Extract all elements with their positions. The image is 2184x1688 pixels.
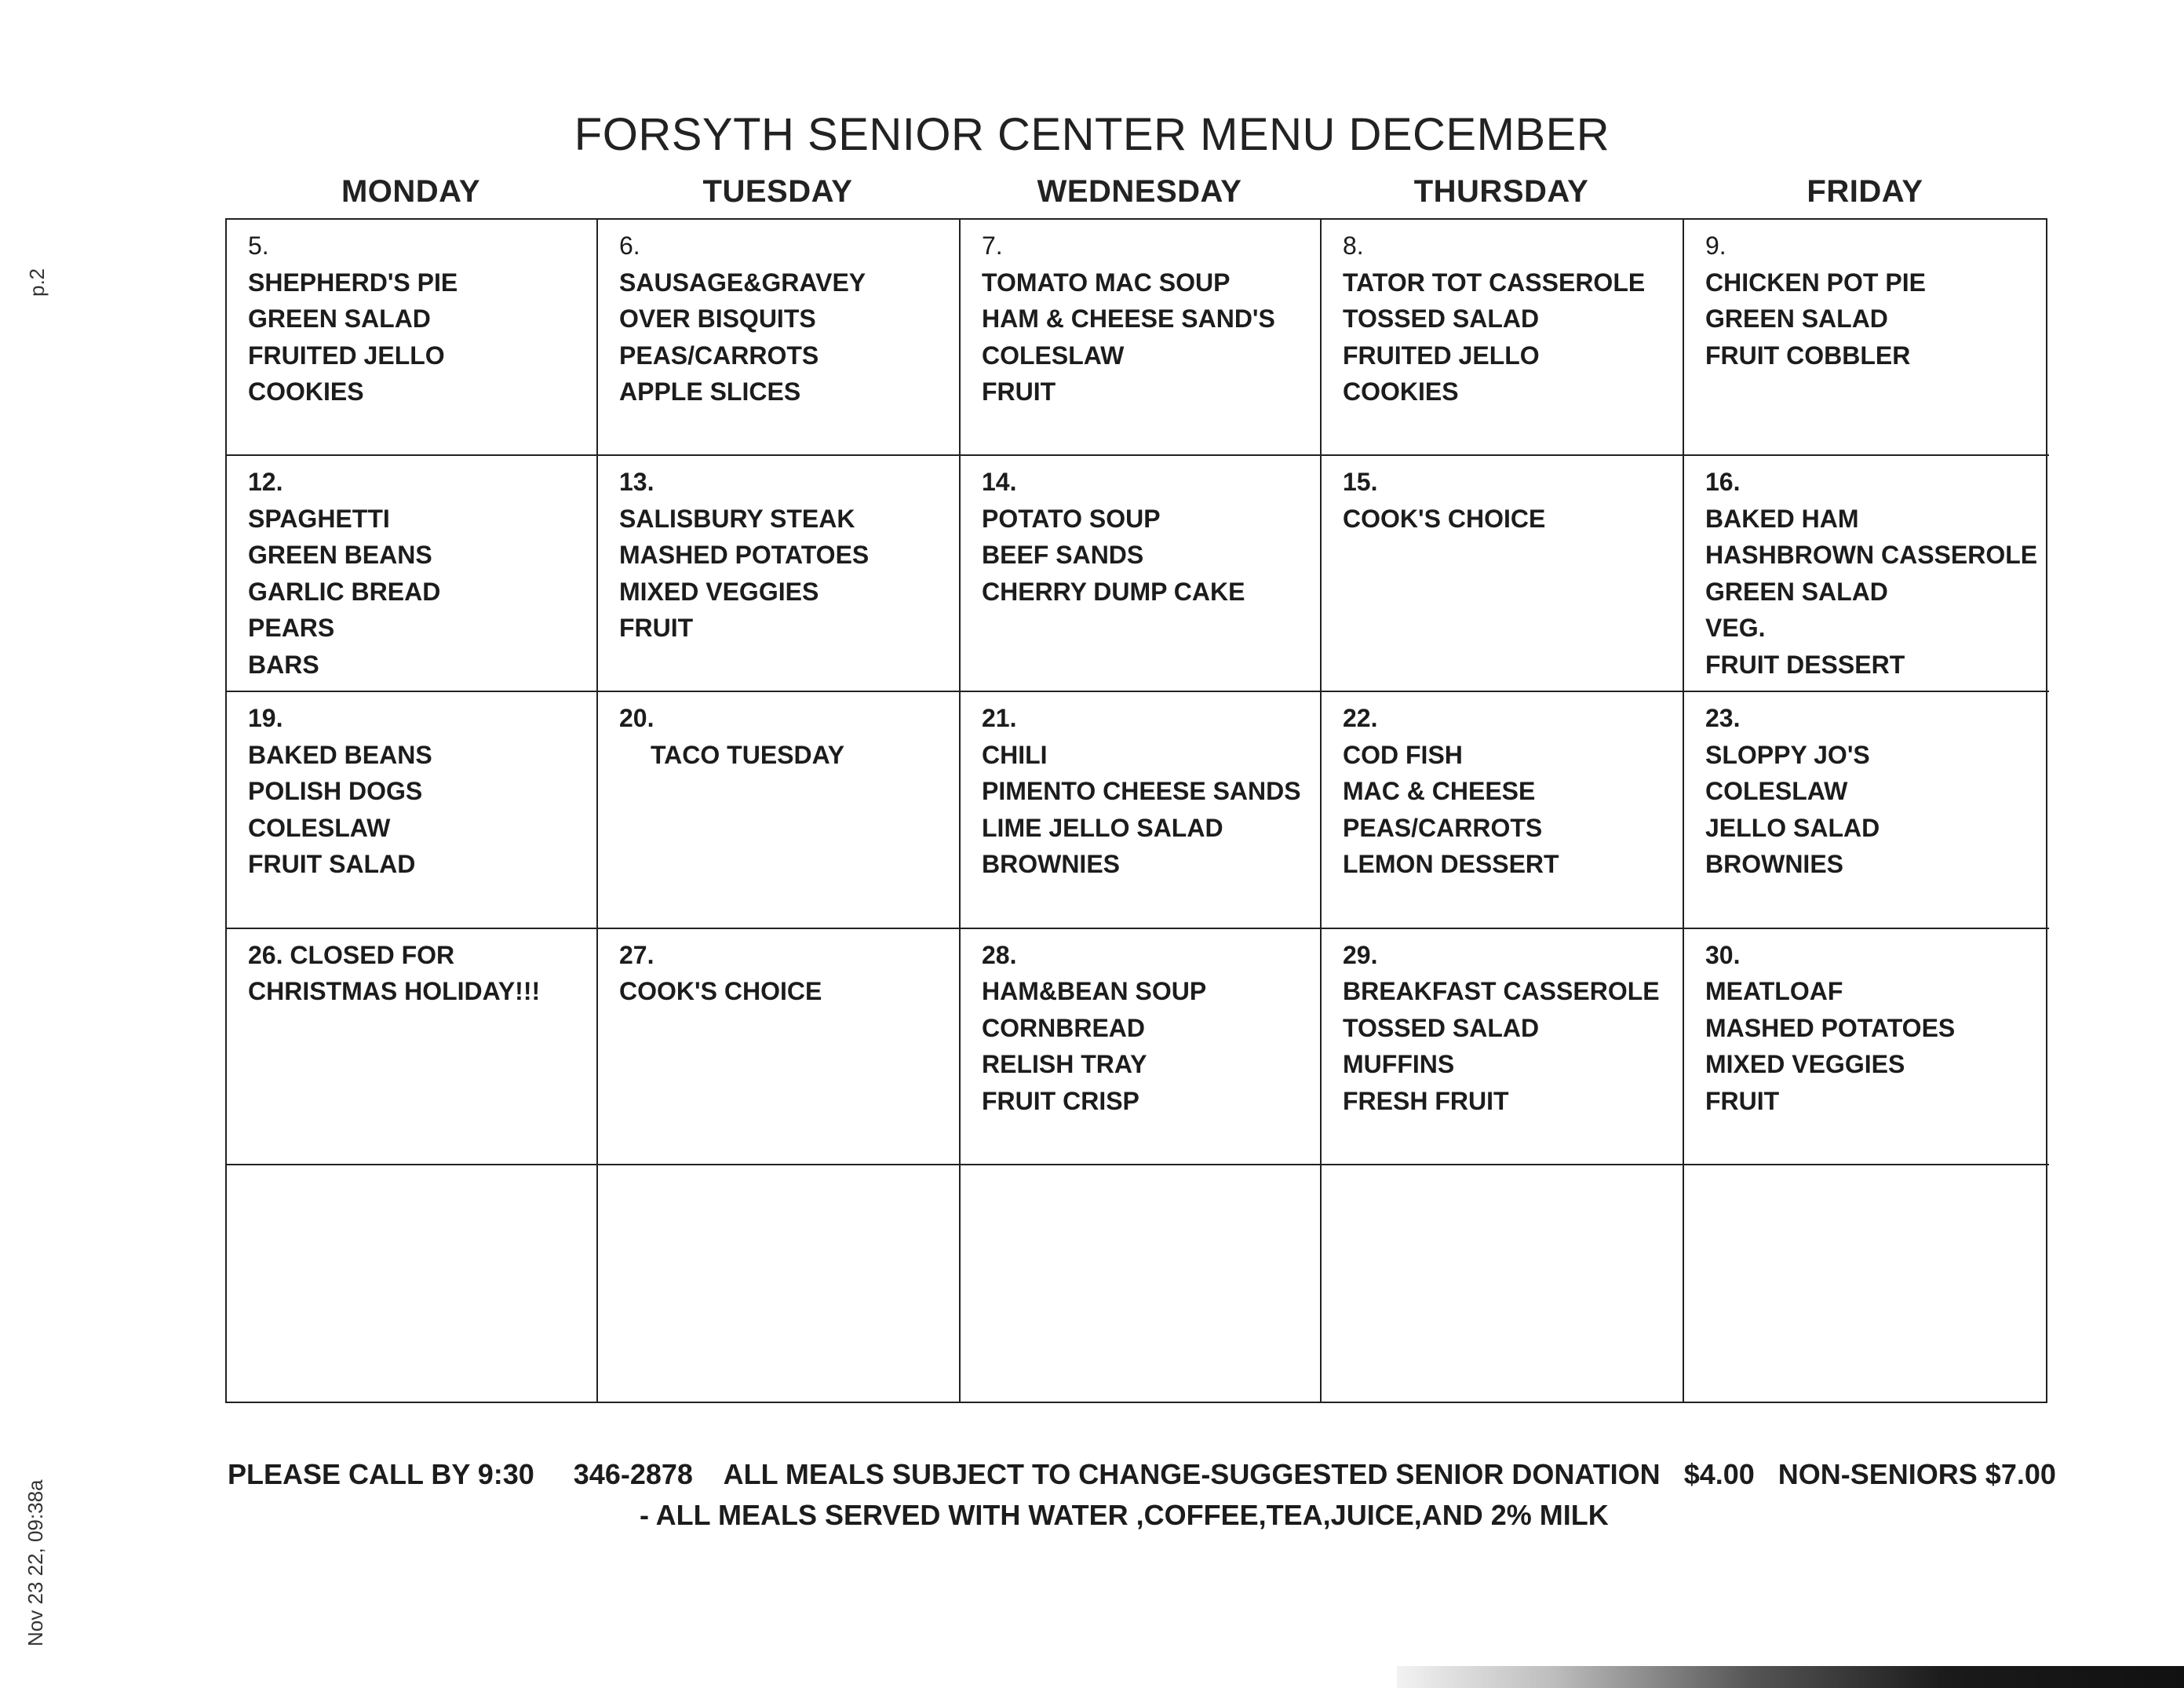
menu-item: SAUSAGE&GRAVEY xyxy=(619,268,866,297)
day-cell-thursday xyxy=(1322,692,1684,928)
scan-edge-artifact xyxy=(1397,1666,2184,1688)
menu-item: CHILI xyxy=(982,740,1048,769)
menu-item: BROWNIES xyxy=(982,850,1120,879)
day-cell-thursday xyxy=(1322,1165,1684,1402)
menu-item: SALISBURY STEAK xyxy=(619,504,855,533)
day-date: 9. xyxy=(1705,232,1726,260)
footer-call-donation-note: PLEASE CALL BY 9:30 346-2878 ALL MEALS SUBJECT TO CHANGE-SUGGESTED SENIOR DONATION $4.00 NON-SENIORS $7.00 xyxy=(228,1458,2056,1490)
menu-item: MASHED POTATOES xyxy=(1705,1013,1956,1042)
menu-item: COOK'S CHOICE xyxy=(619,977,822,1006)
day-date: 8. xyxy=(1343,232,1364,260)
menu-item: COD FISH xyxy=(1343,740,1463,769)
fax-timestamp: Nov 23 22, 09:38a xyxy=(24,1479,47,1646)
menu-item: PEAS/CARROTS xyxy=(1343,813,1543,842)
day-cell-wednesday xyxy=(961,692,1322,928)
day-cell-monday xyxy=(227,1165,598,1402)
menu-item: FRUIT xyxy=(1705,1086,1780,1115)
menu-item: MEATLOAF xyxy=(1705,977,1843,1006)
day-date: 28. xyxy=(982,940,1017,969)
menu-item: FRESH FRUIT xyxy=(1343,1086,1509,1115)
day-cell-tuesday xyxy=(598,456,961,692)
menu-item: RELISH TRAY xyxy=(982,1050,1147,1079)
day-cell-monday xyxy=(227,929,598,1165)
menu-item: MIXED VEGGIES xyxy=(619,577,819,606)
day-cell-friday xyxy=(1684,220,2049,456)
day-cell-tuesday xyxy=(598,929,961,1165)
day-cell-friday xyxy=(1684,692,2049,928)
menu-item: BAKED BEANS xyxy=(248,740,432,769)
day-date: 27. xyxy=(619,940,654,969)
menu-item: PIMENTO CHEESE SANDS xyxy=(982,777,1301,806)
day-cell-wednesday xyxy=(961,220,1322,456)
menu-item: LEMON DESSERT xyxy=(1343,850,1559,879)
day-date: 14. xyxy=(982,468,1017,497)
menu-item: GARLIC BREAD xyxy=(248,577,441,606)
menu-item: SHEPHERD'S PIE xyxy=(248,268,458,297)
menu-item: FRUITED JELLO xyxy=(1343,341,1540,370)
day-date: 21. xyxy=(982,704,1017,733)
day-date: 7. xyxy=(982,232,1003,260)
menu-item: GREEN SALAD xyxy=(1705,304,1888,333)
menu-item: FRUIT xyxy=(982,377,1056,406)
day-date: 5. xyxy=(248,232,269,260)
weekday-header-row xyxy=(225,174,2047,218)
menu-item: COOKIES xyxy=(1343,377,1459,406)
menu-item: GREEN BEANS xyxy=(248,541,432,570)
menu-item: MUFFINS xyxy=(1343,1050,1455,1079)
menu-item: BREAKFAST CASSEROLE xyxy=(1343,977,1660,1006)
page-number: p.2 xyxy=(25,268,49,297)
day-date: 13. xyxy=(619,468,654,497)
menu-item: TACO TUESDAY xyxy=(651,740,845,769)
menu-calendar-grid xyxy=(225,218,2047,1403)
menu-item: SLOPPY JO'S xyxy=(1705,740,1870,769)
day-cell-tuesday xyxy=(598,692,961,928)
menu-item: OVER BISQUITS xyxy=(619,304,816,333)
menu-item: COOKIES xyxy=(248,377,364,406)
day-header-wednesday: WEDNESDAY xyxy=(1037,174,1242,209)
menu-item: CHRISTMAS HOLIDAY!!! xyxy=(248,977,541,1006)
menu-item: BARS xyxy=(248,650,319,679)
menu-item: BAKED HAM xyxy=(1705,504,1859,533)
menu-item: PEARS xyxy=(248,614,335,643)
day-cell-monday xyxy=(227,692,598,928)
menu-item: GREEN SALAD xyxy=(248,304,431,333)
day-date: 16. xyxy=(1705,468,1741,497)
footer-beverages-note: - ALL MEALS SERVED WITH WATER ,COFFEE,TEA,JUICE,AND 2% MILK xyxy=(640,1499,1609,1531)
day-cell-monday xyxy=(227,220,598,456)
menu-item: PEAS/CARROTS xyxy=(619,341,819,370)
day-cell-tuesday xyxy=(598,1165,961,1402)
menu-item: FRUIT SALAD xyxy=(248,850,416,879)
day-header-friday: FRIDAY xyxy=(1807,174,1923,209)
menu-item: JELLO SALAD xyxy=(1705,813,1880,842)
menu-item: COLESLAW xyxy=(982,341,1125,370)
menu-item: BROWNIES xyxy=(1705,850,1843,879)
menu-item: GREEN SALAD xyxy=(1705,577,1888,606)
day-header-thursday: THURSDAY xyxy=(1413,174,1589,209)
menu-item: CHERRY DUMP CAKE xyxy=(982,577,1245,606)
menu-item: HAM & CHEESE SAND'S xyxy=(982,304,1275,333)
menu-item: CORNBREAD xyxy=(982,1013,1145,1042)
menu-item: COOK'S CHOICE xyxy=(1343,504,1546,533)
menu-item: FRUIT COBBLER xyxy=(1705,341,1911,370)
day-date: 29. xyxy=(1343,940,1378,969)
menu-item: LIME JELLO SALAD xyxy=(982,813,1223,842)
day-date: 12. xyxy=(248,468,283,497)
menu-item: FRUITED JELLO xyxy=(248,341,445,370)
day-header-monday: MONDAY xyxy=(341,174,481,209)
day-cell-friday xyxy=(1684,929,2049,1165)
menu-item: COLESLAW xyxy=(248,813,391,842)
day-cell-thursday xyxy=(1322,456,1684,692)
menu-item: MIXED VEGGIES xyxy=(1705,1050,1905,1079)
menu-item: TATOR TOT CASSEROLE xyxy=(1343,268,1646,297)
menu-item: COLESLAW xyxy=(1705,777,1848,806)
day-date: 22. xyxy=(1343,704,1378,733)
menu-item: MAC & CHEESE xyxy=(1343,777,1536,806)
menu-item: CHICKEN POT PIE xyxy=(1705,268,1926,297)
menu-item: APPLE SLICES xyxy=(619,377,801,406)
day-cell-thursday xyxy=(1322,220,1684,456)
menu-item: MASHED POTATOES xyxy=(619,541,870,570)
day-date: 6. xyxy=(619,232,640,260)
menu-title: FORSYTH SENIOR CENTER MENU DECEMBER xyxy=(574,109,1610,160)
day-date: 26. CLOSED FOR xyxy=(248,940,455,969)
menu-item: BEEF SANDS xyxy=(982,541,1144,570)
menu-item: POLISH DOGS xyxy=(248,777,423,806)
day-cell-tuesday xyxy=(598,220,961,456)
day-date: 23. xyxy=(1705,704,1741,733)
day-date: 15. xyxy=(1343,468,1378,497)
menu-item: HASHBROWN CASSEROLE xyxy=(1705,541,2038,570)
day-date: 30. xyxy=(1705,940,1741,969)
day-header-tuesday: TUESDAY xyxy=(702,174,853,209)
day-cell-wednesday xyxy=(961,456,1322,692)
day-cell-wednesday xyxy=(961,1165,1322,1402)
menu-item: FRUIT CRISP xyxy=(982,1086,1139,1115)
menu-item: POTATO SOUP xyxy=(982,504,1161,533)
day-cell-monday xyxy=(227,456,598,692)
menu-item: TOSSED SALAD xyxy=(1343,304,1540,333)
menu-item: HAM&BEAN SOUP xyxy=(982,977,1207,1006)
day-cell-friday xyxy=(1684,456,2049,692)
day-cell-friday xyxy=(1684,1165,2049,1402)
menu-item: FRUIT xyxy=(619,614,694,643)
day-cell-thursday xyxy=(1322,929,1684,1165)
day-date: 20. xyxy=(619,704,654,733)
menu-item: TOSSED SALAD xyxy=(1343,1013,1540,1042)
day-cell-wednesday xyxy=(961,929,1322,1165)
menu-item: VEG. xyxy=(1705,614,1766,643)
menu-item: FRUIT DESSERT xyxy=(1705,650,1905,679)
menu-item: TOMATO MAC SOUP xyxy=(982,268,1231,297)
day-date: 19. xyxy=(248,704,283,733)
menu-item: SPAGHETTI xyxy=(248,504,390,533)
